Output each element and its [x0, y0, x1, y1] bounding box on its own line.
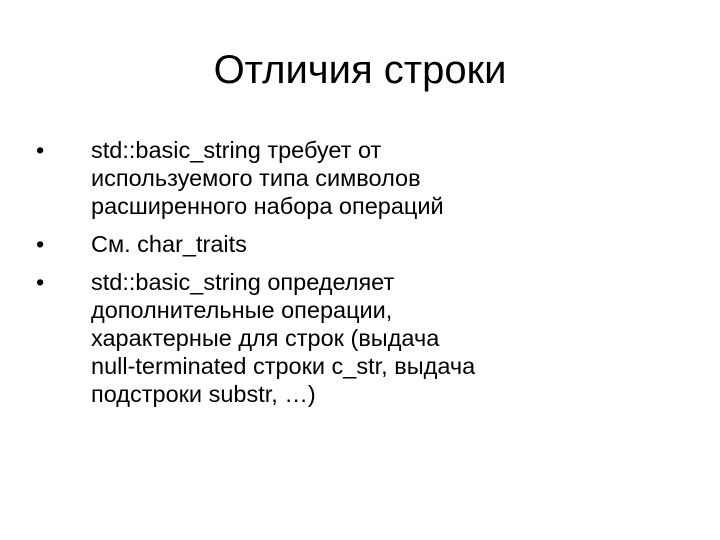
bullet-list [36, 136, 676, 418]
bullet-text-line: расширенного набора операций [91, 193, 444, 219]
bullet-text-line: std::basic_string требует от [91, 137, 382, 163]
bullet-text-line: std::basic_string определяет [91, 269, 395, 295]
bullet-text-line: дополнительные операции, [91, 297, 393, 323]
bullet-text-line: null-terminated строки c_str, выдача [91, 353, 476, 379]
bullet-dot-icon: • [36, 269, 45, 295]
bullet-text-line: характерные для строк (выдача [91, 325, 440, 351]
bullet-item-1 [36, 136, 676, 220]
bullet-item-2 [36, 230, 676, 258]
slide-title: Отличия строки [213, 48, 507, 92]
bullet-dot-icon: • [36, 231, 45, 257]
bullet-text-line: подстроки substr, …) [91, 381, 316, 407]
bullet-text-line: См. char_traits [91, 231, 247, 257]
bullet-text-line: используемого типа символов [91, 165, 421, 191]
bullet-dot-icon: • [36, 137, 45, 163]
bullet-item-3 [36, 268, 676, 408]
